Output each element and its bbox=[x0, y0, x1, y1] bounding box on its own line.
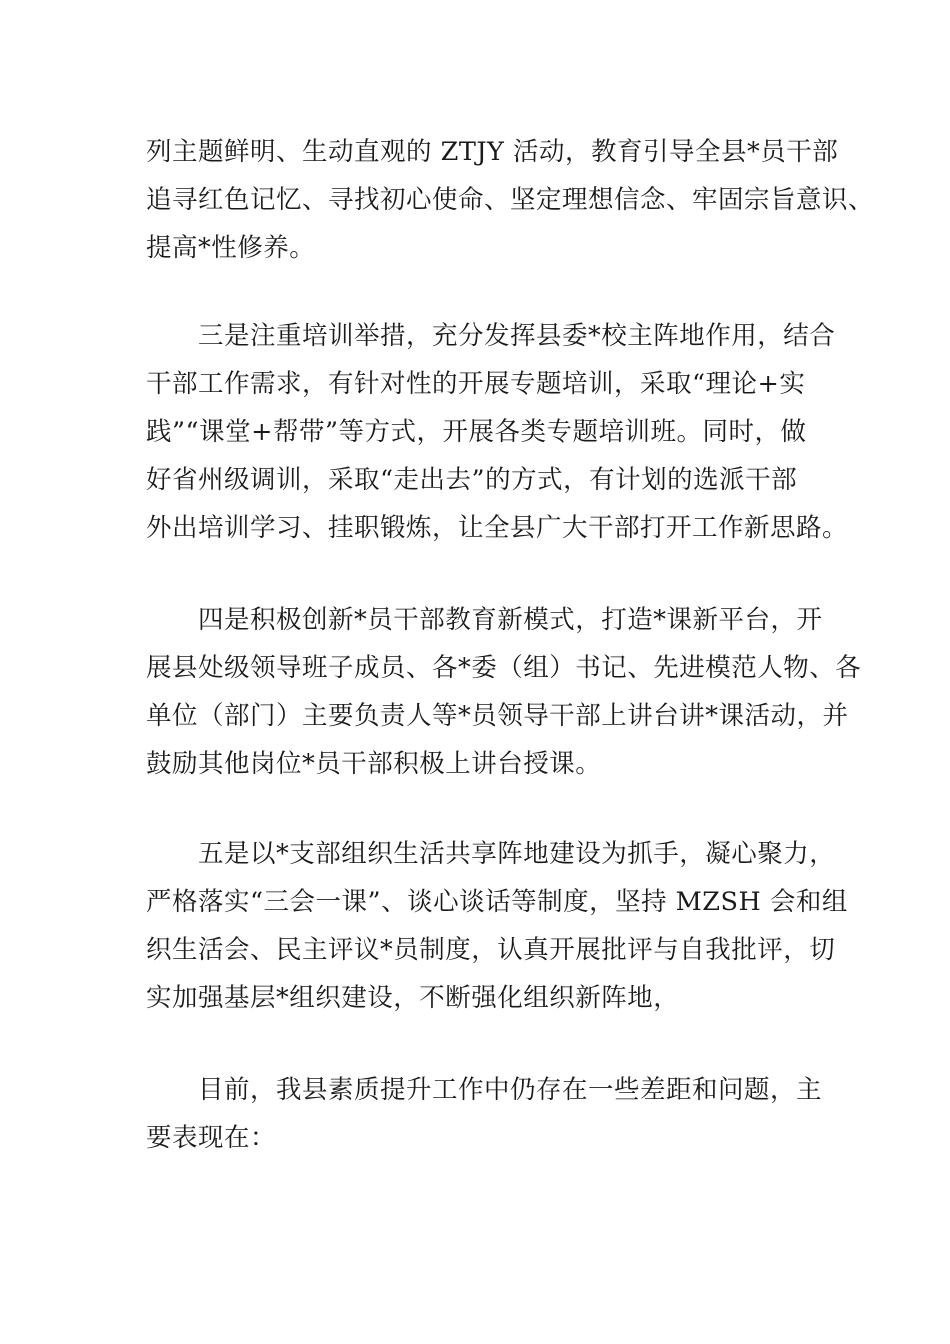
text-line: 三是注重培训举措，充分发挥县委*校主阵地作用，结合 bbox=[198, 321, 836, 351]
text-line: 追寻红色记忆、寻找初心使命、坚定理想信念、牢固宗旨意识、 bbox=[146, 185, 875, 215]
text-line: 好省州级调训，采取“走出去”的方式，有计划的选派干部 bbox=[146, 465, 798, 495]
text-line: 提高*性修养。 bbox=[146, 233, 316, 263]
text-line: 实加强基层*组织建设，不断强化组织新阵地， bbox=[146, 983, 680, 1013]
text-line: 四是积极创新*员干部教育新模式，打造*课新平台，开 bbox=[198, 605, 823, 635]
text-line: 织生活会、民主评议*员制度，认真开展批评与自我批评，切 bbox=[146, 935, 836, 965]
paragraph-training-measures bbox=[146, 312, 849, 552]
paragraph-education-model bbox=[146, 596, 862, 788]
text-line: 单位（部门）主要负责人等*员领导干部上讲台讲*课活动，并 bbox=[146, 701, 849, 731]
text-line: 外出培训学习、挂职锻炼，让全县广大干部打开工作新思路。 bbox=[146, 513, 849, 543]
text-line: 要表现在： bbox=[146, 1123, 277, 1153]
text-line: 目前，我县素质提升工作中仍存在一些差距和问题，主 bbox=[198, 1075, 823, 1105]
text-line: 列主题鲜明、生动直观的 ZTJY 活动，教育引导全县*员干部 bbox=[146, 137, 839, 167]
text-line: 干部工作需求，有针对性的开展专题培训，采取“理论+实 bbox=[146, 369, 806, 399]
text-line: 展县处级领导班子成员、各*委（组）书记、先进模范人物、各 bbox=[146, 653, 862, 683]
text-line: 鼓励其他岗位*员干部积极上讲台授课。 bbox=[146, 749, 602, 779]
paragraph-organization-life bbox=[146, 830, 848, 1022]
paragraph-continuation bbox=[146, 128, 875, 272]
paragraph-current-problems bbox=[146, 1066, 836, 1162]
text-line: 践”“课堂+帮带”等方式，开展各类专题培训班。同时，做 bbox=[146, 417, 807, 447]
text-line: 严格落实“三会一课”、谈心谈话等制度，坚持 MZSH 会和组 bbox=[146, 887, 848, 917]
text-line: 五是以*支部组织生活共享阵地建设为抓手，凝心聚力， bbox=[198, 839, 836, 869]
